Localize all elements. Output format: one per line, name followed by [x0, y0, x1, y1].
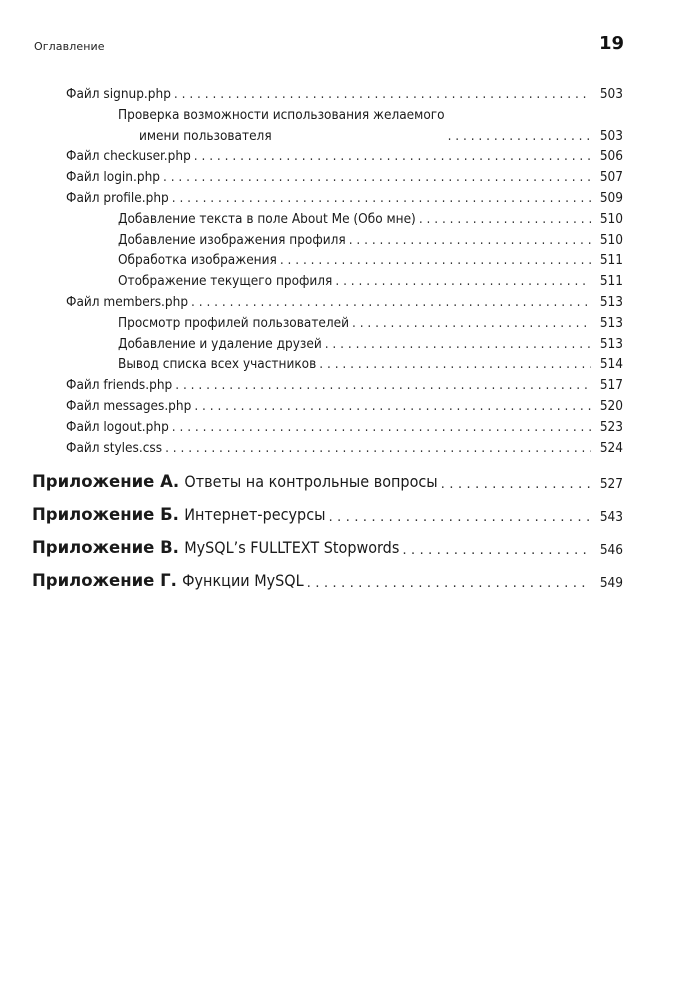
toc-entry-page: 507: [599, 169, 623, 186]
toc-entry-title: Файл checkuser.php: [66, 148, 191, 165]
toc-entry-page: 510: [599, 210, 623, 227]
dot-leader: [172, 188, 591, 209]
toc-entry-members: [0, 292, 680, 313]
toc-entry-page: 511: [599, 252, 623, 269]
appendix-name: Функции MySQL: [182, 571, 304, 590]
appendix-label: Приложение Б.: [32, 505, 179, 524]
appendix-entry-b: [0, 498, 680, 531]
toc-entry-profile-image: [0, 230, 680, 251]
toc-entry-login: [0, 167, 680, 188]
dot-leader: [402, 536, 591, 564]
toc-entry-messages: [0, 396, 680, 417]
toc-entry-page: 520: [599, 397, 623, 414]
toc-entry-title: Добавление и удаление друзей: [118, 335, 322, 352]
toc-entry-page: 506: [599, 148, 623, 165]
toc-entry-page: 513: [599, 314, 623, 331]
appendix-entry-v: [0, 531, 680, 564]
appendix-name: Ответы на контрольные вопросы: [184, 472, 438, 491]
dot-leader: [194, 396, 591, 417]
toc-entry-signup: [0, 84, 680, 105]
toc-entry-title: Отображение текущего профиля: [118, 273, 333, 290]
running-head: Оглавление: [34, 40, 105, 53]
toc-entry-checkuser: [0, 146, 680, 167]
toc-entry-about-me: [0, 209, 680, 230]
toc-entry-logout: [0, 417, 680, 438]
toc-entry-title: Вывод списка всех участников: [118, 356, 317, 373]
toc-entry-add-remove-friends: [0, 334, 680, 355]
dot-leader: [335, 271, 591, 292]
appendix-title: [32, 465, 438, 498]
toc-entry-title: Файл signup.php: [66, 86, 171, 102]
toc-entry-page: 509: [599, 189, 623, 206]
toc-entry-title: Просмотр профилей пользователей: [118, 314, 349, 331]
toc-entry-title: Обработка изображения: [118, 252, 277, 269]
appendix-label: Приложение А.: [32, 472, 180, 491]
dot-leader: [165, 438, 591, 459]
appendix-list: [0, 465, 680, 597]
appendix-name: MySQL’s FULLTEXT Stopwords: [184, 538, 400, 557]
toc-entry-title: Файл friends.php: [66, 377, 173, 394]
dot-leader: [280, 250, 591, 271]
dot-leader: [328, 503, 591, 531]
toc-entry-page: 517: [599, 377, 623, 394]
toc-entry-page: 503: [599, 127, 623, 144]
toc-entry-page: 511: [599, 273, 623, 290]
toc-entry-title-line1: Проверка возможности использования желаемого: [118, 106, 445, 123]
toc-entry-view-profiles: [0, 313, 680, 334]
toc-entry-title: Файл logout.php: [66, 418, 169, 435]
appendix-label: Приложение В.: [32, 538, 179, 557]
toc-entry-friends: [0, 375, 680, 396]
appendix-page: 527: [599, 476, 623, 492]
page-number: 19: [598, 33, 624, 54]
appendix-entry-a: [0, 465, 680, 498]
dot-leader: [325, 334, 591, 355]
dot-leader: [448, 126, 591, 147]
dot-leader: [194, 146, 591, 167]
dot-leader: [172, 417, 591, 438]
toc-entry-title: Добавление текста в поле About Me (Обо мне): [118, 210, 416, 227]
toc-entry-current-profile: [0, 271, 680, 292]
toc-entry-title: Файл login.php: [66, 169, 160, 186]
appendix-page: 549: [599, 575, 623, 591]
appendix-title: [32, 564, 304, 597]
appendix-page: 543: [599, 509, 623, 525]
toc-entry-page: 513: [599, 335, 623, 352]
dot-leader: [441, 470, 591, 498]
toc-entry-title: [118, 105, 445, 147]
toc-entry-page: 514: [599, 356, 623, 373]
toc-entry-title: Файл messages.php: [66, 397, 192, 414]
toc-entry-page: 523: [599, 418, 623, 435]
toc-entry-page: 524: [599, 439, 623, 456]
appendix-title: [32, 498, 325, 531]
toc-entry-username-check: [0, 105, 680, 147]
appendix-entry-g: [0, 564, 680, 597]
toc-entry-title: Файл profile.php: [66, 189, 169, 206]
dot-leader: [349, 230, 591, 251]
dot-leader: [319, 354, 591, 375]
dot-leader: [419, 209, 591, 230]
dot-leader: [163, 167, 591, 188]
toc-entry-profile: [0, 188, 680, 209]
toc-entry-title-line2: имени пользователя: [139, 127, 272, 144]
dot-leader: [175, 375, 591, 396]
appendix-name: Интернет-ресурсы: [184, 505, 326, 524]
toc-entry-title: Добавление изображения профиля: [118, 231, 346, 248]
dot-leader: [352, 313, 591, 334]
toc-entry-title: Файл styles.css: [66, 439, 163, 456]
toc-entry-list-members: [0, 354, 680, 375]
toc-entry-page: 503: [599, 86, 623, 102]
toc-entry-page: 510: [599, 231, 623, 248]
appendix-label: Приложение Г.: [32, 571, 177, 590]
dot-leader: [174, 84, 591, 105]
appendix-title: [32, 531, 399, 564]
toc-entry-page: 513: [599, 293, 623, 310]
toc-entry-styles: [0, 438, 680, 459]
table-of-contents: [0, 84, 680, 458]
toc-entry-image-processing: [0, 250, 680, 271]
dot-leader: [307, 569, 591, 597]
toc-entry-title: Файл members.php: [66, 293, 189, 310]
appendix-page: 546: [599, 542, 623, 558]
dot-leader: [191, 292, 591, 313]
